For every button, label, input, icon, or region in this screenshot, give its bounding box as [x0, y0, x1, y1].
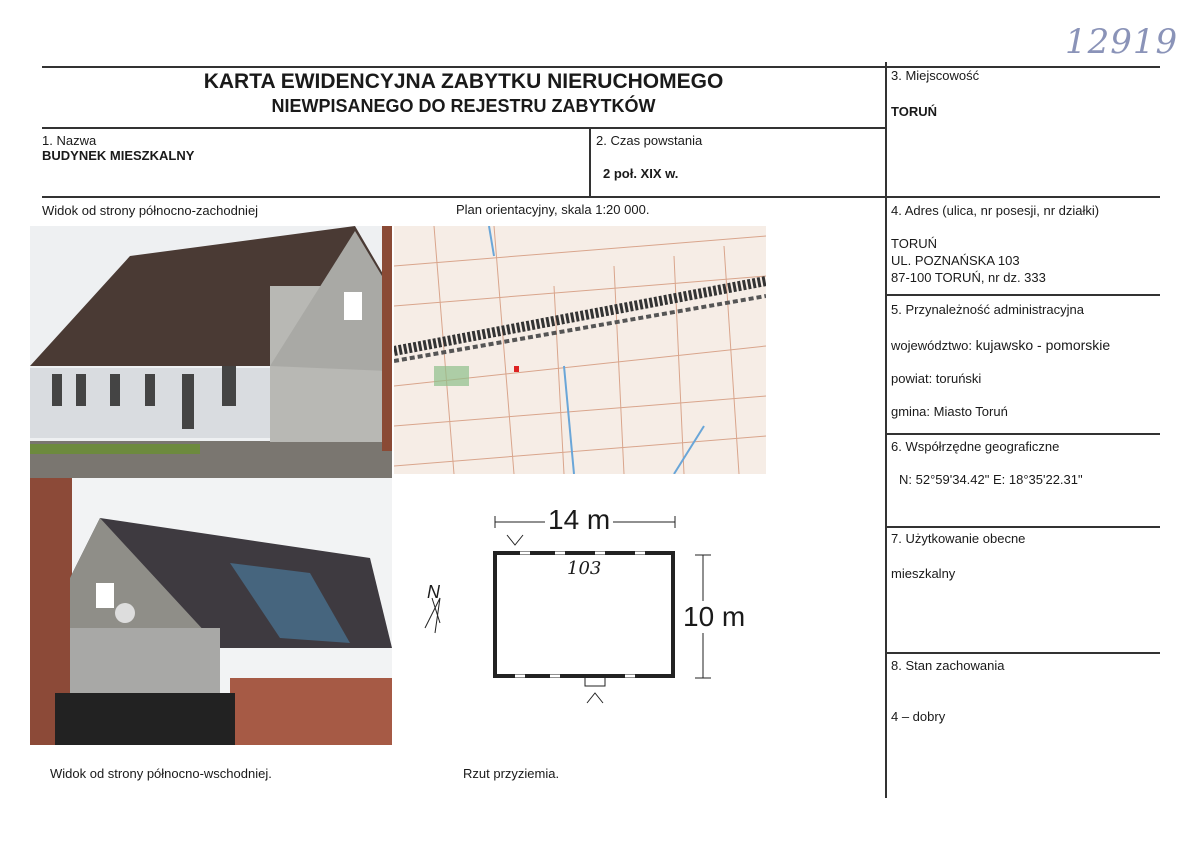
- floor-plan: [395, 478, 770, 745]
- locality-label: 3. Miejscowość: [891, 68, 980, 83]
- photo-nw-caption: Widok od strony północno-zachodniej: [42, 203, 259, 218]
- coords-value: N: 52°59'34.42" E: 18°35'22.31": [899, 472, 1083, 487]
- divider: [885, 294, 1160, 296]
- address-label: 4. Adres (ulica, nr posesji, nr działki): [891, 203, 1100, 218]
- locality-value: TORUŃ: [891, 104, 937, 119]
- document-title: KARTA EWIDENCYJNA ZABYTKU NIERUCHOMEGO: [203, 70, 724, 93]
- usage-value: mieszkalny: [891, 566, 956, 581]
- admin-label: 5. Przynależność administracyjna: [891, 302, 1084, 317]
- divider: [885, 62, 887, 798]
- photo-northeast-view: [30, 478, 392, 745]
- plan-width-label: 14 m: [545, 504, 613, 536]
- north-arrow-label: N: [427, 582, 440, 602]
- divider: [885, 526, 1160, 528]
- date-label: 2. Czas powstania: [596, 133, 703, 148]
- divider: [589, 128, 591, 197]
- usage-label: 7. Użytkowanie obecne: [891, 531, 1026, 546]
- coords-label: 6. Współrzędne geograficzne: [891, 439, 1060, 454]
- plan-caption: Rzut przyziemia.: [463, 766, 560, 781]
- map-caption: Plan orientacyjny, skala 1:20 000.: [456, 202, 650, 217]
- voivodeship-value: kujawsko - pomorskie: [975, 337, 1111, 353]
- divider: [42, 66, 1160, 68]
- divider: [42, 196, 1160, 198]
- date-value: 2 poł. XIX w.: [603, 166, 679, 181]
- photo-northwest-view: [30, 226, 392, 478]
- divider: [885, 652, 1160, 654]
- name-label: 1. Nazwa: [42, 133, 97, 148]
- name-value: BUDYNEK MIESZKALNY: [42, 148, 195, 163]
- county: powiat: toruński: [891, 371, 982, 386]
- condition-label: 8. Stan zachowania: [891, 658, 1005, 673]
- divider: [885, 433, 1160, 435]
- handwritten-inventory-number: 12919: [1065, 22, 1179, 62]
- voivodeship-label: województwo:: [891, 338, 972, 353]
- address-line2: UL. POZNAŃSKA 103: [891, 253, 1020, 268]
- document-subtitle: NIEWPISANEGO DO REJESTRU ZABYTKÓW: [271, 96, 656, 116]
- condition-value: 4 – dobry: [891, 709, 946, 724]
- voivodeship-row: [891, 337, 1110, 353]
- plan-depth-label: 10 m: [683, 601, 746, 632]
- orientation-map: [394, 226, 766, 474]
- address-line1: TORUŃ: [891, 236, 937, 251]
- divider: [42, 127, 885, 129]
- address-line3: 87-100 TORUŃ, nr dz. 333: [891, 270, 1046, 285]
- plan-house-number: 103: [567, 558, 602, 579]
- commune: gmina: Miasto Toruń: [891, 404, 1008, 419]
- photo-ne-caption: Widok od strony północno-wschodniej.: [50, 766, 272, 781]
